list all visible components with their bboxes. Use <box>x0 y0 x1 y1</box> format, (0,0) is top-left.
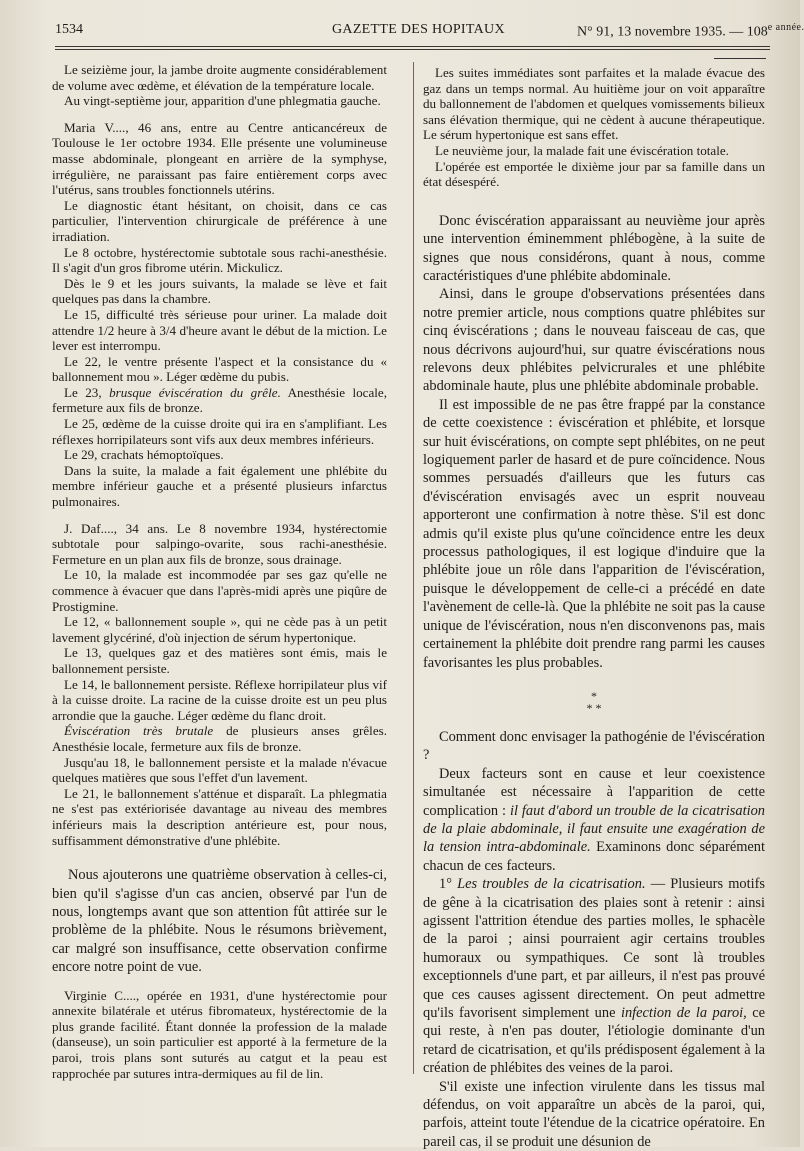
patient-name: J. Daf...., 34 ans. <box>64 520 169 536</box>
text-run: — Plusieurs motifs de gêne à la cicatrisation des plaies sont à retenir : ainsi agissent l'attrition étendue des parties molles, le sphacèle de la paroi ; ainsi pourraient agir certains troubles humoraux ou sympathiques. Ce sont là troubles exceptionnels d'une part, et par ailleurs, il n'est pas prouvé que ces causes agissent directement. On peut admettre qu'ils favorisent simplement une <box>423 876 765 1021</box>
separator-stars: * * <box>586 700 602 715</box>
year-suffix: e année. <box>767 22 804 33</box>
paragraph: L'opérée est emportée le dixième jour par sa famille dans un état désespéré. <box>423 158 765 190</box>
case-virginie <box>52 988 387 1082</box>
paragraph: Jusqu'au 18, le ballonnement persiste et la malade n'évacue quelques matières que sous l'effet d'un lavement. <box>52 754 387 786</box>
paragraph: Le diagnostic étant hésitant, on choisit, dans ce cas particulier, l'intervention chirurgicale de préférence à une irradiation. <box>52 197 387 244</box>
header-rule-double <box>55 49 770 50</box>
paragraph-large: Ainsi, dans le groupe d'observations présentées dans notre premier article, nous comptions quatre phlébites sur cinq éviscérations ; dans le nouveau faisceau de cas, que nous décrivons aujourd'hui, sur quatre éviscérations nous relevons deux phlébites pelvicrurales et une phlébite abdominale haute, plus une phlébite abdominale probable. <box>423 286 765 395</box>
paragraph: Dans la suite, la malade a fait également une phlébite du membre inférieur gauche et a présenté plusieurs infarctus pulmonaires. <box>52 462 387 510</box>
case-daf <box>52 521 387 568</box>
paragraph-large: Donc éviscération apparaissant au neuvième jour après une intervention éminemment phlébogène, à la suite de signes que nous considérons, quant à nous, comme caractéristiques d'une phlébite abdominale. <box>423 212 765 284</box>
page-number: 1534 <box>55 22 83 37</box>
section-number: 1° <box>439 876 452 893</box>
paragraph: Le 8 octobre, hystérectomie subtotale sous rachi-anesthésie. Il s'agit d'un gros fibrome utérin. Mickulicz. <box>52 244 387 276</box>
patient-name: Virginie C...., <box>64 987 140 1003</box>
text-run: Anesthésie locale, fermeture aux fils de bronze. <box>52 384 387 416</box>
paragraph <box>52 723 387 754</box>
paragraph-large: Comment donc envisager la pathogénie de l'éviscération ? <box>423 728 765 764</box>
patient-name: Maria V...., 46 ans, <box>64 119 182 135</box>
paragraph: entre au Centre anticancéreux de Toulouse le 1er octobre 1934. Elle présente une volumineuse masse abdominale, plongeant en arrière de la symphyse, irrégulière, ne paraissant pas faire entièrement corps avec l'utérus, sans troubles fonctionnels utérins. <box>52 119 388 198</box>
text-run: de plusieurs anses grêles. Anesthésie locale, fermeture aux fils de bronze. <box>52 723 387 754</box>
paragraph: Le 25, œdème de la cuisse droite qui ira en s'amplifiant. Les réflexes horripilateurs sont vifs aux deux membres inférieurs. <box>52 416 387 447</box>
publication-title: GAZETTE DES HOPITAUX <box>332 22 505 37</box>
emphasis: il faut d'abord un trouble de la cicatrisation de la plaie abdominale, il faut ensuite une exagération de la tension intra-abdominale. <box>423 802 765 856</box>
paragraph: opérée en 1931, d'une hystérectomie pour annexite bilatérale et utérus fibromateux, hystérectomie de la plus grande facilité. Étant donnée la profession de la malade (danseuse), un soin particulier est apporté à la fermeture de la paroi, trois plans sont suturés au catgut et la peau est rapprochée par sutures intra-dermiques au fil de lin. <box>52 987 387 1081</box>
page-header <box>55 22 804 46</box>
header-rule <box>55 46 770 47</box>
text-run: ce qui reste, à n'en pas douter, l'étiologie dominante d'un retard de cicatrisation, et qu'ils prédisposent également à la création de phlébites des veines de la paroi. <box>423 1005 766 1077</box>
paragraph <box>52 385 387 416</box>
emphasis: Éviscération très brutale <box>64 723 214 739</box>
issue-info <box>577 22 804 41</box>
paragraph: Le 10, la malade est incommodée par ses gaz qu'elle ne commence à évacuer que dans l'après-midi après une piqûre de Prostigmine. <box>52 567 387 614</box>
paragraph: Le 29, crachats hémoptoïques. <box>64 447 224 463</box>
paragraph: Le 12, « ballonnement souple », qui ne cède pas à un petit lavement glycériné, d'où injection de sérum hypertonique. <box>52 614 387 645</box>
section-separator <box>423 690 765 714</box>
text-run: Le 23, <box>64 384 102 400</box>
paragraph-large <box>423 765 765 875</box>
paragraph: Le 21, le ballonnement s'atténue et disparaît. La phlegmatia ne s'est pas extériorisée davantage au niveau des membres inférieurs mais la description antérieure est, pour nous, suffisamment démonstrative d'une phlébite. <box>52 785 387 848</box>
paragraph: Les suites immédiates sont parfaites et la malade évacue des gaz dans un temps normal. Au huitième jour on voit apparaître du ballonnement de l'abdomen et quelques vomissements bilieux sans élévation thermique, qui ne cèdent à aucune thérapeutique. Le sérum hypertonique est sans effet. <box>423 65 765 143</box>
paragraph-large <box>423 875 765 1077</box>
text-run: Deux facteurs sont en cause et leur coexistence simultanée est nécessaire à l'apparition de cette complication : <box>423 765 765 819</box>
emphasis: infection de la paroi, <box>620 1005 747 1021</box>
column-top-rule <box>714 58 766 59</box>
emphasis: brusque éviscération du grêle. <box>109 384 281 400</box>
paragraph: Le 14, le ballonnement persiste. Réflexe horripilateur plus vif à la cuisse droite. La racine de la cuisse droite est un peu plus arrondie que la gauche. Léger œdème du flanc droit. <box>52 676 387 723</box>
paragraph-large: S'il existe une infection virulente dans les tissus mal défendus, on voit apparaître un abcès de la paroi, qui, parfois, atteint toute l'étendue de la cicatrice opératoire. En pareil cas, il se produit une désunion de <box>423 1078 765 1150</box>
paragraph-large: Il est impossible de ne pas être frappé par la constance de cette coexistence : éviscération et phlébite, et lorsque sur huit éviscérations, on compte sept phlébites, on ne peut logiquement parler de hasard et de pure coïncidence. Nous sommes persuadés d'ailleurs que les futurs cas d'éviscération envisagés avec un esprit nouveau apporteront une confirmation à notre thèse. S'il est donc admis qu'il existe plus qu'une coïncidence entre les deux processus pathologiques, il est logique d'induire que la phlébite joue un rôle dans l'apparition de l'éviscération, puisque le développement de celle-ci a précédé en date l'avènement de celle-là. Que la phlébite ne soit pas la cause unique de l'éviscération, nous n'en disconvenons pas, mais certainement la phlébite doit prendre rang parmi les causes favorisantes les plus probables. <box>423 396 765 671</box>
paragraph: Au vingt-septième jour, apparition d'une phlegmatia gauche. <box>64 93 381 109</box>
issue-date: N° 91, 13 novembre 1935. — 108 <box>577 24 768 40</box>
paragraph: Le 13, quelques gaz et des matières sont émis, mais le ballonnement persiste. <box>52 645 387 676</box>
paragraph: Le 22, le ventre présente l'aspect et la consistance du « ballonnement mou ». Léger œdème du pubis. <box>52 353 387 385</box>
separator-star: * <box>591 688 597 703</box>
paragraph: Le neuvième jour, la malade fait une éviscération totale. <box>435 142 729 158</box>
case-maria <box>52 120 387 198</box>
text-run: Examinons donc séparément chacun de ces facteurs. <box>423 839 765 874</box>
paragraph: Dès le 9 et les jours suivants, la malade se lève et fait quelques pas dans la chambre. <box>52 275 387 307</box>
paragraph: Le seizième jour, la jambe droite augmente considérablement de volume avec œdème, et élévation de la température locale. <box>52 62 387 93</box>
left-column <box>52 62 387 1081</box>
paragraph: Le 8 novembre 1934, hystérectomie subtotale pour salpingo-ovarite, sous rachi-anesthésie. Fermeture en un plan aux fils de bronze, sous drainage. <box>52 520 387 567</box>
paragraph: Le 15, difficulté très sérieuse pour uriner. La malade doit attendre 1/2 heure à 3/4 d'heure avant le début de la miction. Le lever est interrompu. <box>52 306 387 354</box>
right-column <box>423 65 765 1151</box>
section-heading: Les troubles de la cicatrisation. <box>457 876 646 893</box>
paragraph-large: Nous ajouterons une quatrième observation à celles-ci, bien qu'il s'agisse d'un cas ancien, observé par l'un de nous, longtemps avant que son attention fût attirée sur le problème de la phlébite. Nous le résumons brièvement, car malgré son insuffisance, cette observation confirme encore notre point de vue. <box>52 867 387 976</box>
column-divider <box>413 62 414 1074</box>
